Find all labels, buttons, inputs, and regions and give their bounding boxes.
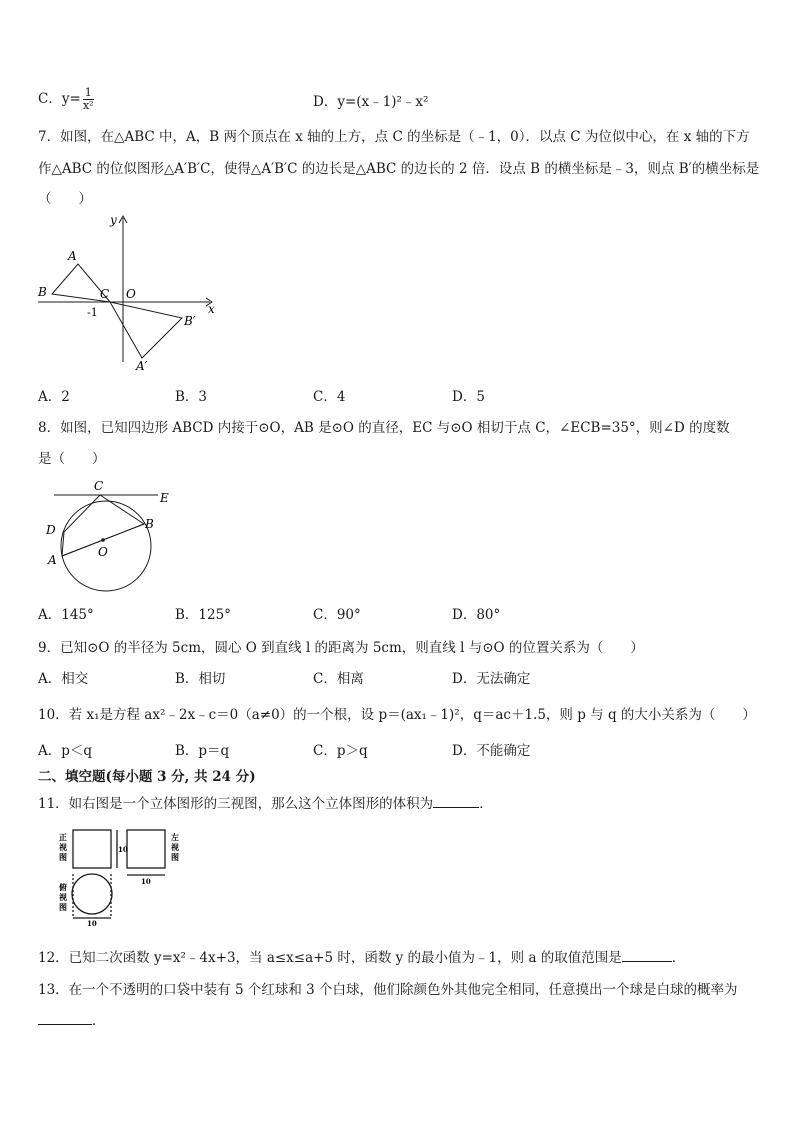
q7-option-c[interactable]: C．4 <box>313 389 346 405</box>
label-b: B <box>38 285 47 299</box>
q11-text: 11．如右图是一个立体图形的三视图，那么这个立体图形的体积为 <box>38 796 434 812</box>
top-label-1: 俯 <box>59 882 67 892</box>
label-o: O <box>126 287 136 301</box>
q6-option-c-prefix: C．y= <box>38 91 81 107</box>
q7-option-d[interactable]: D．5 <box>452 389 485 405</box>
label-minus-one: -1 <box>87 306 98 319</box>
left-label-1: 左 <box>171 832 179 842</box>
q12-answer-blank[interactable] <box>622 947 672 962</box>
q6-option-d: D．y=(x﹣1)²﹣x² <box>313 94 429 110</box>
q7-figure <box>30 210 230 380</box>
label-c: C <box>94 479 104 493</box>
label-a: A <box>48 553 57 567</box>
label-a-prime: A′ <box>136 359 148 373</box>
q10-option-c[interactable]: C．p＞q <box>313 743 368 759</box>
q10-line1: 10．若 x₁是方程 ax²﹣2x﹣c＝0（a≠0）的一个根，设 p＝(ax₁﹣1)²，q＝ac＋1.5，则 p 与 q 的大小关系为（ ） <box>38 707 756 723</box>
q13-end: ． <box>92 1013 106 1029</box>
label-c: C <box>100 287 110 301</box>
left-label-2: 视 <box>171 842 179 852</box>
q8-line2: 是（ ） <box>38 451 106 467</box>
front-label-2: 视 <box>59 842 67 852</box>
q6-option-c-fraction <box>83 87 94 112</box>
q13-line2 <box>38 1009 106 1029</box>
top-label-2: 视 <box>59 892 67 902</box>
q10-option-a[interactable]: A．p＜q <box>38 743 93 759</box>
center-point <box>101 538 105 542</box>
q6-frac-num: 1 <box>84 86 92 99</box>
label-d: D <box>46 523 56 537</box>
q7-option-b[interactable]: B．3 <box>175 389 208 405</box>
q9-option-d[interactable]: D．无法确定 <box>452 671 531 687</box>
q8-option-a[interactable]: A．145° <box>38 607 94 623</box>
front-view-square <box>73 830 111 868</box>
q9-option-b[interactable]: B．相切 <box>175 671 226 687</box>
q11-answer-blank[interactable] <box>433 793 479 808</box>
top-view-circle <box>72 874 112 914</box>
q9-option-a[interactable]: A．相交 <box>38 671 89 687</box>
label-a: A <box>68 249 77 263</box>
q8-line1: 8．如图，已知四边形 ABCD 内接于⊙O，AB 是⊙O 的直径，EC 与⊙O 相切于点 C，∠ECB=35°，则∠D 的度数 <box>38 420 730 436</box>
front-label-3: 图 <box>59 852 67 862</box>
q6-option-c <box>38 87 96 112</box>
q13-line1: 13．在一个不透明的口袋中装有 5 个红球和 3 个白球，他们除颜色外其他完全相同，任意摸出一个球是白球的概率为 <box>38 982 738 998</box>
label-b: B <box>145 517 154 531</box>
label-e: E <box>160 491 169 505</box>
q7-line2: 作△ABC 的位似图形△A′B′C，使得△A′B′C 的边长是△ABC 的边长的 2 倍．设点 B 的横坐标是﹣3，则点 B′的横坐标是 <box>38 161 760 177</box>
q11-line1 <box>38 792 493 812</box>
q9-line1: 9．已知⊙O 的半径为 5cm，圆心 O 到直线 l 的距离为 5cm，则直线 l 与⊙O 的位置关系为（ ） <box>38 640 644 656</box>
q11-figure <box>55 826 195 926</box>
q11-end: ． <box>479 796 493 812</box>
q12-text: 12．已知二次函数 y=x²﹣4x+3，当 a≤x≤a+5 时，函数 y 的最小值为﹣1，则 a 的取值范围是 <box>38 950 622 966</box>
q6-frac-den: x² <box>82 99 94 112</box>
triangle-a2b2c <box>110 302 182 358</box>
label-y: y <box>110 213 117 227</box>
section-title: 二、填空题(每小题 3 分, 共 24 分) <box>38 769 256 785</box>
top-label-3: 图 <box>59 902 67 912</box>
q8-option-b[interactable]: B．125° <box>175 607 231 623</box>
label-b-prime: B′ <box>184 314 196 328</box>
front-label-1: 正 <box>59 832 67 842</box>
dim-top-width-label: 10 <box>87 919 97 926</box>
q8-option-c[interactable]: C．90° <box>313 607 361 623</box>
q8-option-d[interactable]: D．80° <box>452 607 501 623</box>
q10-option-d[interactable]: D．不能确定 <box>452 743 531 759</box>
q8-figure <box>40 478 190 600</box>
q10-option-b[interactable]: B．p＝q <box>175 743 230 759</box>
left-view-square <box>127 830 165 868</box>
q12-end: ． <box>671 950 686 966</box>
q7-option-a[interactable]: A．2 <box>38 389 70 405</box>
dim-height-label: 10 <box>118 845 128 854</box>
left-label-3: 图 <box>171 852 179 862</box>
q9-option-c[interactable]: C．相离 <box>313 671 364 687</box>
q7-line1: 7．如图，在△ABC 中，A，B 两个顶点在 x 轴的上方，点 C 的坐标是（﹣1，0）．以点 C 为位似中心，在 x 轴的下方 <box>38 129 750 145</box>
dim-left-width-label: 10 <box>141 877 151 886</box>
label-x: x <box>208 302 215 316</box>
label-o: O <box>98 545 108 559</box>
q13-answer-blank[interactable] <box>38 1010 92 1025</box>
q12-line1 <box>38 946 685 966</box>
q7-line3: （ ） <box>38 191 92 207</box>
